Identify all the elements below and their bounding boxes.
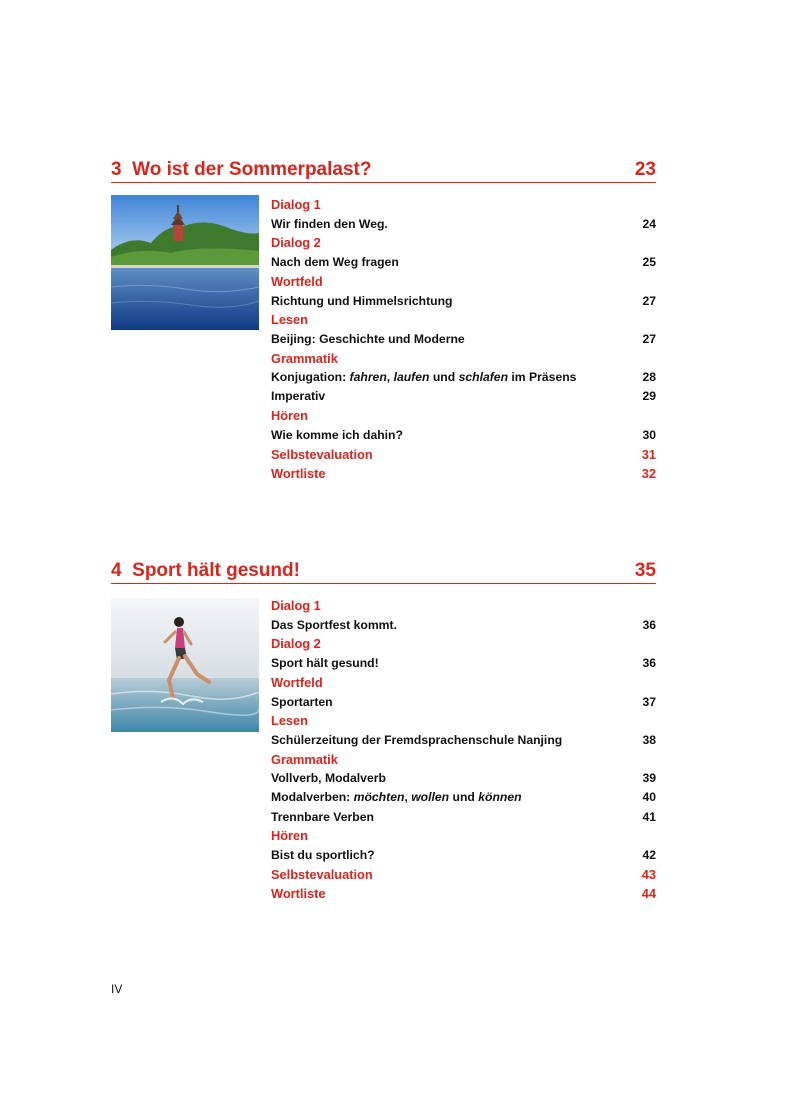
toc-entry[interactable] — [271, 253, 656, 272]
toc-entry-label: Dialog 2 — [271, 235, 321, 251]
toc-entry[interactable] — [271, 769, 656, 788]
toc-entry-label: Imperativ — [271, 389, 326, 404]
toc-entry-label: Dialog 1 — [271, 598, 321, 614]
chapter-3-entries — [271, 195, 656, 483]
chapter-4-number: 4 — [111, 560, 122, 581]
toc-section-heading[interactable] — [271, 634, 656, 653]
toc-entry-label: Sport hält gesund! — [271, 656, 379, 671]
toc-entry-label: Lesen — [271, 312, 308, 328]
toc-entry-text-part: im Präsens — [508, 370, 577, 385]
toc-entry-page: 30 — [642, 427, 656, 442]
toc-entry-page: 27 — [642, 331, 656, 346]
summer-palace-image — [111, 195, 259, 330]
beach-runner-illustration — [111, 598, 259, 732]
toc-entry-label: Beijing: Geschichte und Moderne — [271, 331, 465, 346]
toc-entry-label: Hören — [271, 408, 308, 424]
toc-entry-label: Richtung und Himmelsrichtung — [271, 293, 453, 308]
toc-entry-label: Selbstevaluation — [271, 446, 373, 462]
toc-entry[interactable] — [271, 730, 656, 749]
chapter-4-title-wrap — [111, 560, 300, 582]
toc-entry-text-part: und — [429, 370, 459, 385]
toc-entry-page: 40 — [642, 790, 656, 805]
chapter-3-title: Wo ist der Sommerpalast? — [132, 159, 372, 180]
toc-entry-page: 42 — [642, 848, 656, 863]
toc-entry-label: Wortfeld — [271, 674, 323, 690]
toc-section-heading[interactable] — [271, 444, 656, 463]
beach-runner-image — [111, 598, 259, 732]
toc-section-heading[interactable] — [271, 233, 656, 252]
toc-entry-label: Nach dem Weg fragen — [271, 255, 399, 270]
toc-section-heading[interactable] — [271, 711, 656, 730]
toc-entry-text-part: , — [404, 790, 412, 805]
toc-entry-label — [271, 790, 522, 804]
toc-entry-label: Selbstevaluation — [271, 866, 373, 882]
toc-entry[interactable] — [271, 425, 656, 444]
chapter-3-title-wrap — [111, 159, 371, 181]
toc-entry[interactable] — [271, 291, 656, 310]
toc-entry-italic-part: wollen — [411, 790, 450, 805]
toc-entry-page: 37 — [642, 694, 656, 709]
toc-entry[interactable] — [271, 692, 656, 711]
toc-section-heading[interactable] — [271, 826, 656, 845]
toc-entry-italic-part: möchten — [353, 790, 405, 805]
toc-entry-page: 44 — [641, 885, 656, 901]
toc-entry-label: Trennbare Verben — [271, 809, 374, 824]
toc-entry-page: 39 — [642, 771, 656, 786]
toc-entry-page: 36 — [642, 617, 656, 632]
chapter-4-header[interactable] — [111, 556, 656, 584]
toc-entry-label: Wie komme ich dahin? — [271, 427, 403, 442]
toc-entry-label: Sportarten — [271, 694, 333, 709]
toc-entry[interactable] — [271, 654, 656, 673]
toc-entry-text-part: , — [386, 370, 394, 385]
toc-section-heading[interactable] — [271, 464, 656, 483]
toc-section-heading[interactable] — [271, 310, 656, 329]
toc-entry-italic-part: laufen — [393, 370, 430, 385]
toc-entry-italic-part: schlafen — [458, 370, 509, 385]
toc-entry-label: Dialog 1 — [271, 197, 321, 213]
toc-entry-page: 36 — [642, 656, 656, 671]
chapter-4-page: 35 — [634, 560, 656, 581]
toc-entry-label: Lesen — [271, 713, 308, 729]
toc-entry-page: 25 — [642, 255, 656, 270]
toc-entry-italic-part: fahren — [349, 370, 387, 385]
chapter-3-page: 23 — [634, 159, 656, 180]
chapter-3 — [111, 155, 656, 481]
toc-entry-page: 29 — [642, 389, 656, 404]
page-number: IV — [111, 982, 123, 996]
toc-entry[interactable] — [271, 615, 656, 634]
toc-entry[interactable] — [271, 845, 656, 864]
toc-entry-text-part: Konjugation: — [271, 370, 350, 385]
toc-entry-label: Hören — [271, 828, 308, 844]
toc-section-heading[interactable] — [271, 865, 656, 884]
toc-entry-page: 32 — [641, 465, 656, 481]
chapter-3-header[interactable] — [111, 155, 656, 183]
toc-entry-label: Grammatik — [271, 751, 338, 767]
toc-entry-label: Schülerzeitung der Fremdsprachenschule Nanjing — [271, 732, 563, 747]
chapter-4-entries — [271, 596, 656, 903]
toc-entry[interactable] — [271, 368, 656, 387]
toc-entry-label: Wortfeld — [271, 273, 323, 289]
toc-entry-text-part: und — [449, 790, 479, 805]
toc-section-heading[interactable] — [271, 406, 656, 425]
toc-section-heading[interactable] — [271, 349, 656, 368]
toc-entry-label: Dialog 2 — [271, 636, 321, 652]
toc-entry[interactable] — [271, 807, 656, 826]
toc-entry-page: 31 — [641, 446, 656, 462]
toc-entry-text-part: Modalverben: — [271, 790, 354, 805]
toc-section-heading[interactable] — [271, 272, 656, 291]
toc-entry[interactable] — [271, 788, 656, 807]
chapter-3-number: 3 — [111, 159, 122, 180]
toc-section-heading[interactable] — [271, 884, 656, 903]
toc-entry[interactable] — [271, 214, 656, 233]
toc-entry[interactable] — [271, 329, 656, 348]
toc-entry[interactable] — [271, 387, 656, 406]
toc-section-heading[interactable] — [271, 750, 656, 769]
toc-entry-label: Wir finden den Weg. — [271, 216, 388, 231]
toc-section-heading[interactable] — [271, 195, 656, 214]
toc-section-heading[interactable] — [271, 596, 656, 615]
summer-palace-illustration — [111, 195, 259, 330]
toc-entry-label: Wortliste — [271, 465, 326, 481]
toc-entry-label: Grammatik — [271, 350, 338, 366]
toc-entry-label: Wortliste — [271, 885, 326, 901]
toc-entry-page: 43 — [641, 866, 656, 882]
toc-entry-label: Bist du sportlich? — [271, 848, 375, 863]
toc-entry-italic-part: können — [478, 790, 522, 805]
toc-entry-label: Vollverb, Modalverb — [271, 771, 386, 786]
toc-entry-page: 27 — [642, 293, 656, 308]
toc-entry-page: 38 — [642, 732, 656, 747]
toc-entry-page: 41 — [642, 809, 656, 824]
toc-entry-page: 28 — [642, 370, 656, 385]
toc-entry-page: 24 — [642, 216, 656, 231]
toc-entry-label — [271, 370, 576, 384]
chapter-4 — [111, 556, 656, 901]
toc-entry-label: Das Sportfest kommt. — [271, 617, 397, 632]
toc-section-heading[interactable] — [271, 673, 656, 692]
chapter-4-title: Sport hält gesund! — [132, 560, 300, 581]
